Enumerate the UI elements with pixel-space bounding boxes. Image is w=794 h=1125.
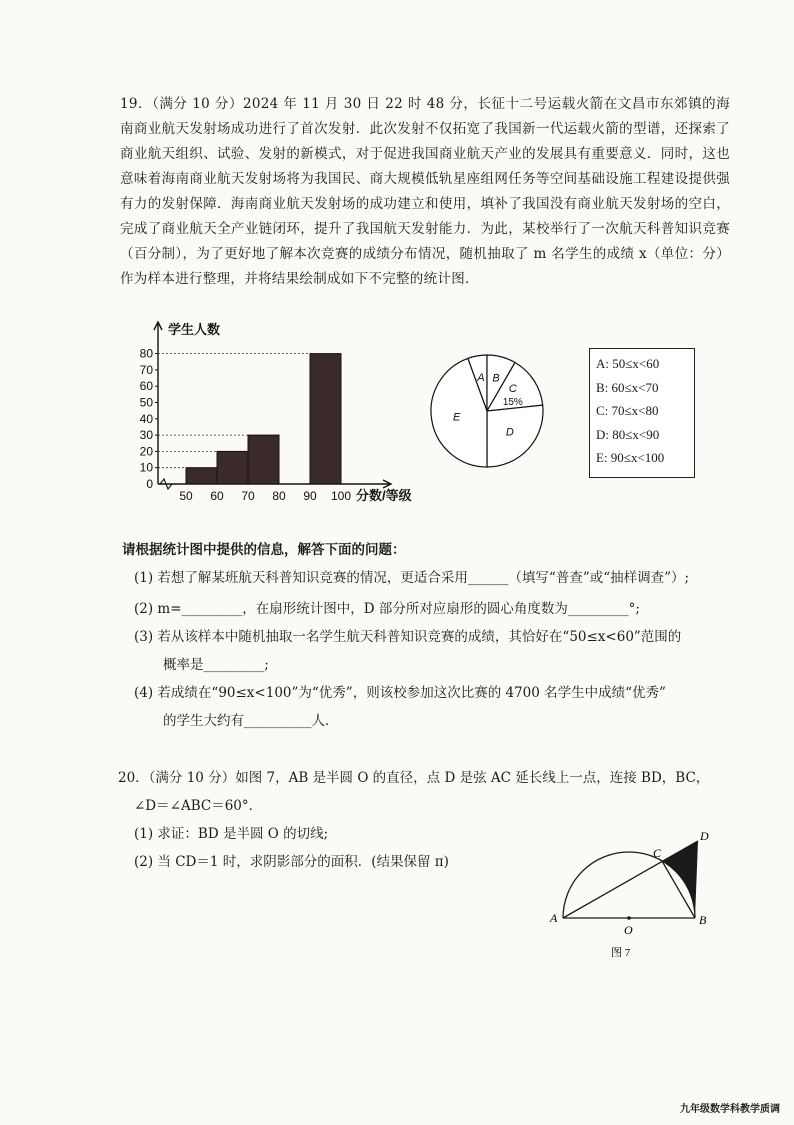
- question-20-part-1: (1) 求证：BD 是半圆 O 的切线;: [134, 826, 329, 842]
- question-19-part-4a: (4) 若成绩在“90≤x<100”为“优秀”，则该校参加这次比赛的 4700 名学生中成绩“优秀”: [134, 685, 666, 701]
- histogram-bar: [186, 468, 217, 484]
- y-tick-label: 20: [139, 444, 153, 459]
- histogram-bar: [217, 451, 248, 484]
- pie-label-c: C: [508, 383, 517, 396]
- point-o-label: O: [624, 923, 633, 937]
- question-19-part-4b: 的学生大约有__________人．: [163, 713, 339, 729]
- point-b-label: B: [699, 913, 707, 927]
- legend-item-d: D: 80≤x<90: [596, 426, 660, 442]
- question-19-text: 19．（满分 10 分）2024 年 11 月 30 日 22 时 48 分，长征十二号运载火箭在文昌市东郊镇的海南商业航天发射场成功进行了首次发射．此次发射不仅拓宽了我国新一代运载火箭的型谱，还探索了商业航天组织、试验、发射的新模式，对于促进我国商业航天产业的发展具有重要意义．同时，这也意味着海南商业航天发射场将为我国民、商大规模低轨星座组网任务等空间基础设施工程建设提供强有力的发射保障．海南商业航天发射场的成功建立和使用，填补了我国没有商业航天发射场的空白，完成了商业航天全产业链闭环，提升了我国航天发射能力．为此，某校举行了一次航天科普知识竞赛（百分制），为了更好地了解本次竞赛的成绩分布情况，随机抽取了 m 名学生的成绩 x（单位：分）作为样本进行整理，并将结果绘制成如下不完整的统计图．: [120, 96, 730, 287]
- legend-item-e: E: 90≤x<100: [596, 450, 665, 465]
- legend-item-c: C: 70≤x<80: [596, 403, 659, 418]
- x-tick-label: 100: [330, 489, 352, 503]
- pie-percent-label: 15%: [502, 397, 523, 409]
- y-tick-label: 80: [139, 346, 153, 361]
- score-legend: [589, 348, 695, 478]
- y-tick-label: 10: [139, 460, 153, 475]
- shaded-region: [662, 841, 698, 918]
- histogram-chart: [128, 318, 448, 508]
- x-tick-label: 70: [241, 489, 255, 503]
- pie-slice-d: [487, 405, 543, 467]
- question-20-line-2: ∠D＝∠ABC＝60°．: [134, 798, 263, 814]
- y-tick-label: 70: [139, 362, 153, 377]
- figure-7-semicircle: [540, 822, 720, 962]
- pie-chart: [428, 352, 546, 470]
- question-19-part-1: (1) 若想了解某班航天科普知识竞赛的情况，更适合采用______（填写“普查”或“抽样调查”）;: [134, 570, 690, 586]
- y-tick-label: 50: [139, 395, 153, 410]
- question-19-part-3b: 概率是_________;: [163, 657, 269, 673]
- x-tick-label: 60: [210, 489, 224, 503]
- figure-7-caption: 图 7: [611, 947, 631, 959]
- y-tick-label: 30: [139, 428, 153, 443]
- question-20-line-1: 20．（满分 10 分）如图 7，AB 是半圆 O 的直径，点 D 是弦 AC 延长线上一点，连接 BD，BC，: [118, 770, 710, 786]
- histogram-bar: [310, 354, 341, 484]
- pie-label-d: D: [505, 426, 514, 439]
- y-tick-label: 0: [146, 477, 153, 491]
- page-footer: 九年级数学科教学质调: [680, 1104, 780, 1115]
- y-tick-label: 60: [139, 379, 153, 394]
- question-19-part-2: (2) m=_________，在扇形统计图中，D 部分所对应扇形的圆心角度数为_________°;: [134, 601, 640, 617]
- legend-item-a: A: 50≤x<60: [596, 356, 660, 371]
- center-point-o: [627, 916, 631, 920]
- x-axis-title: 分数/等级: [356, 488, 412, 503]
- question-19-part-3a: (3) 若从该样本中随机抽取一名学生航天科普知识竞赛的成绩，其恰好在“50≤x<60”范围的: [134, 629, 682, 645]
- pie-label-e: E: [452, 411, 461, 424]
- x-tick-label: 80: [272, 489, 286, 503]
- y-axis-title: 学生人数: [168, 322, 221, 337]
- point-a-label: A: [550, 911, 558, 925]
- pie-label-b: B: [492, 372, 500, 385]
- pie-label-a: A: [477, 371, 485, 384]
- x-tick-label: 90: [303, 489, 317, 503]
- question-20-part-2: (2) 当 CD＝1 时，求阴影部分的面积．(结果保留 π): [134, 854, 449, 870]
- point-c-label: C: [653, 846, 662, 860]
- histogram-bar: [248, 435, 279, 484]
- y-tick-label: 40: [139, 411, 153, 426]
- x-tick-label: 50: [179, 489, 193, 503]
- question-19-prompt: 请根据统计图中提供的信息，解答下面的问题：: [122, 542, 406, 558]
- legend-item-b: B: 60≤x<70: [596, 379, 659, 395]
- point-d-label: D: [700, 829, 709, 843]
